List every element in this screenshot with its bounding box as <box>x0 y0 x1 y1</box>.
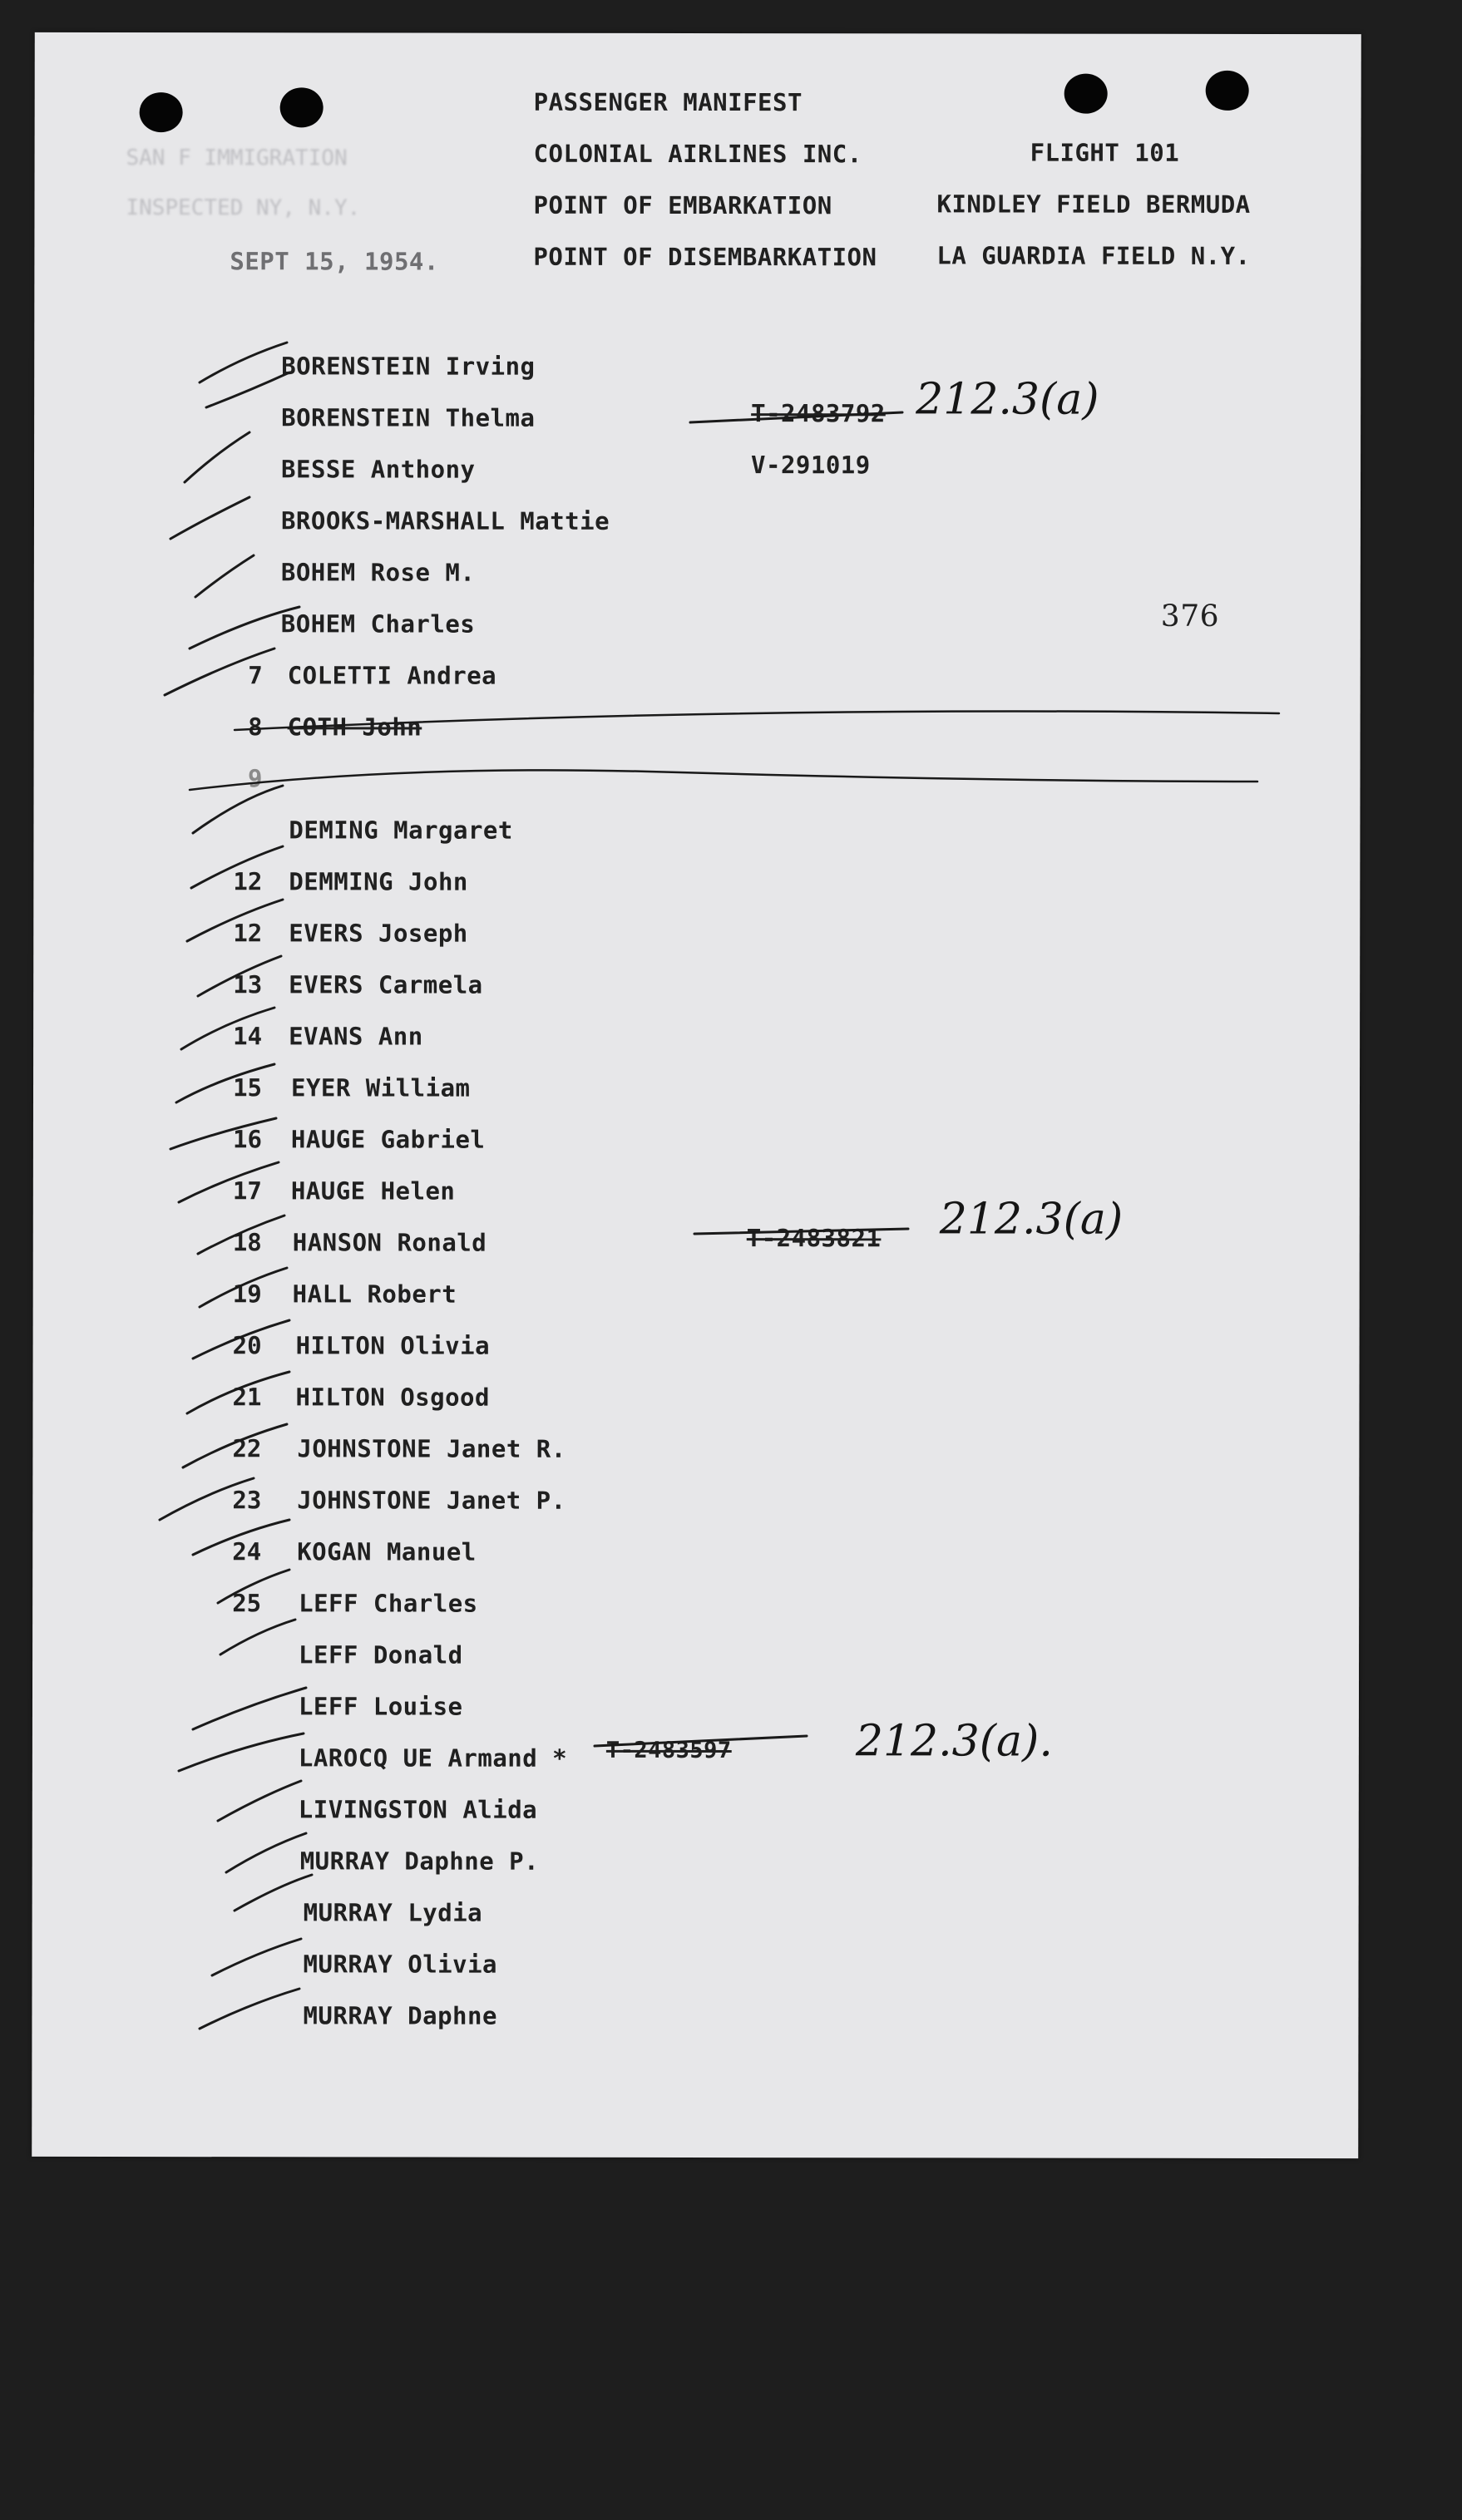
row-number: 16 <box>232 1125 262 1154</box>
handwritten-annotation: 212.3(a) <box>916 374 1099 425</box>
passenger-document-number: T-2483821 <box>746 1224 882 1253</box>
row-number: 19 <box>232 1280 262 1309</box>
manifest-title: PASSENGER MANIFEST <box>533 87 803 117</box>
passenger-name: LEFF Donald <box>299 1640 463 1669</box>
passenger-name: BROOKS-MARSHALL Mattie <box>280 506 610 535</box>
passenger-name: HAUGE Helen <box>290 1176 456 1206</box>
passenger-name: JOHNSTONE Janet P. <box>297 1486 566 1515</box>
punch-hole-right-1 <box>1064 74 1108 114</box>
passenger-name: LEFF Louise <box>298 1692 463 1721</box>
passenger-name: MURRAY Olivia <box>303 1950 498 1979</box>
faded-stamp-line-2: INSPECTED NY, N.Y. <box>126 195 361 221</box>
passenger-name: KOGAN Manuel <box>297 1537 477 1566</box>
row-number: 12 <box>233 867 263 896</box>
row-number: 7 <box>248 661 263 690</box>
disembarkation-place: LA GUARDIA FIELD N.Y. <box>936 241 1251 270</box>
passenger-document-number: T-2483597 <box>605 1737 732 1764</box>
row-number: 15 <box>233 1073 263 1102</box>
row-number: 22 <box>232 1434 262 1463</box>
passenger-name: DEMING Margaret <box>289 816 513 845</box>
passenger-name: EVERS Joseph <box>289 919 468 948</box>
handwritten-annotation: 212.3(a). <box>855 1716 1053 1767</box>
row-number: 20 <box>232 1331 262 1360</box>
row-number: 9 <box>248 764 263 793</box>
passenger-name: HALL Robert <box>292 1280 457 1309</box>
passenger-name: HILTON Olivia <box>295 1331 491 1360</box>
passenger-name: BORENSTEIN Thelma <box>281 403 536 432</box>
manifest-page <box>32 32 1361 2158</box>
embarkation-label: POINT OF EMBARKATION <box>533 190 832 220</box>
passenger-name: MURRAY Lydia <box>303 1898 483 1927</box>
stamp-date: SEPT 15, 1954. <box>230 247 439 276</box>
punch-hole-left-1 <box>140 92 183 132</box>
embarkation-place: KINDLEY FIELD BERMUDA <box>936 190 1251 219</box>
passenger-name-struck: COTH John <box>287 713 422 742</box>
passenger-name: EVERS Carmela <box>289 970 483 999</box>
row-number: 23 <box>232 1486 262 1515</box>
row-number: 24 <box>232 1537 262 1566</box>
passenger-name: BOHEM Charles <box>280 609 476 639</box>
page-number: 376 <box>1160 599 1220 634</box>
punch-hole-left-2 <box>280 87 324 127</box>
passenger-name: LEFF Charles <box>299 1589 478 1618</box>
passenger-name: BORENSTEIN Irving <box>281 352 536 381</box>
passenger-name: MURRAY Daphne P. <box>299 1847 540 1876</box>
passenger-name: EYER William <box>290 1073 471 1102</box>
passenger-document-number: V-291019 <box>751 451 871 480</box>
row-number: 8 <box>248 713 263 742</box>
flight-number: FLIGHT 101 <box>1030 138 1180 167</box>
passenger-name: HAUGE Gabriel <box>290 1125 486 1154</box>
airline-name: COLONIAL AIRLINES INC. <box>533 139 862 169</box>
passenger-name: BESSE Anthony <box>281 455 476 484</box>
passenger-name: COLETTI Andrea <box>287 661 497 690</box>
passenger-name: HANSON Ronald <box>292 1228 487 1257</box>
row-number: 17 <box>232 1176 262 1206</box>
disembarkation-label: POINT OF DISEMBARKATION <box>533 242 877 272</box>
row-number: 21 <box>232 1383 262 1412</box>
passenger-name: LIVINGSTON Alida <box>298 1795 538 1824</box>
row-number: 18 <box>232 1228 262 1257</box>
passenger-name: BOHEM Rose M. <box>280 558 476 587</box>
row-number: 12 <box>233 919 263 948</box>
passenger-name: JOHNSTONE Janet R. <box>297 1434 566 1463</box>
punch-hole-right-2 <box>1206 71 1249 111</box>
passenger-name: LAROCQ UE Armand * <box>298 1743 568 1773</box>
row-number: 14 <box>233 1022 263 1051</box>
passenger-name: DEMMING John <box>289 867 468 896</box>
row-number: 13 <box>233 970 263 999</box>
row-number: 25 <box>232 1589 262 1618</box>
passenger-document-number: T-2483792 <box>751 399 886 428</box>
passenger-name: MURRAY Daphne <box>303 2001 497 2030</box>
passenger-name: EVANS Ann <box>289 1022 423 1051</box>
faded-stamp-line-1: SAN F IMMIGRATION <box>126 145 348 171</box>
handwritten-annotation: 212.3(a) <box>939 1194 1124 1245</box>
passenger-name: HILTON Osgood <box>295 1383 491 1412</box>
